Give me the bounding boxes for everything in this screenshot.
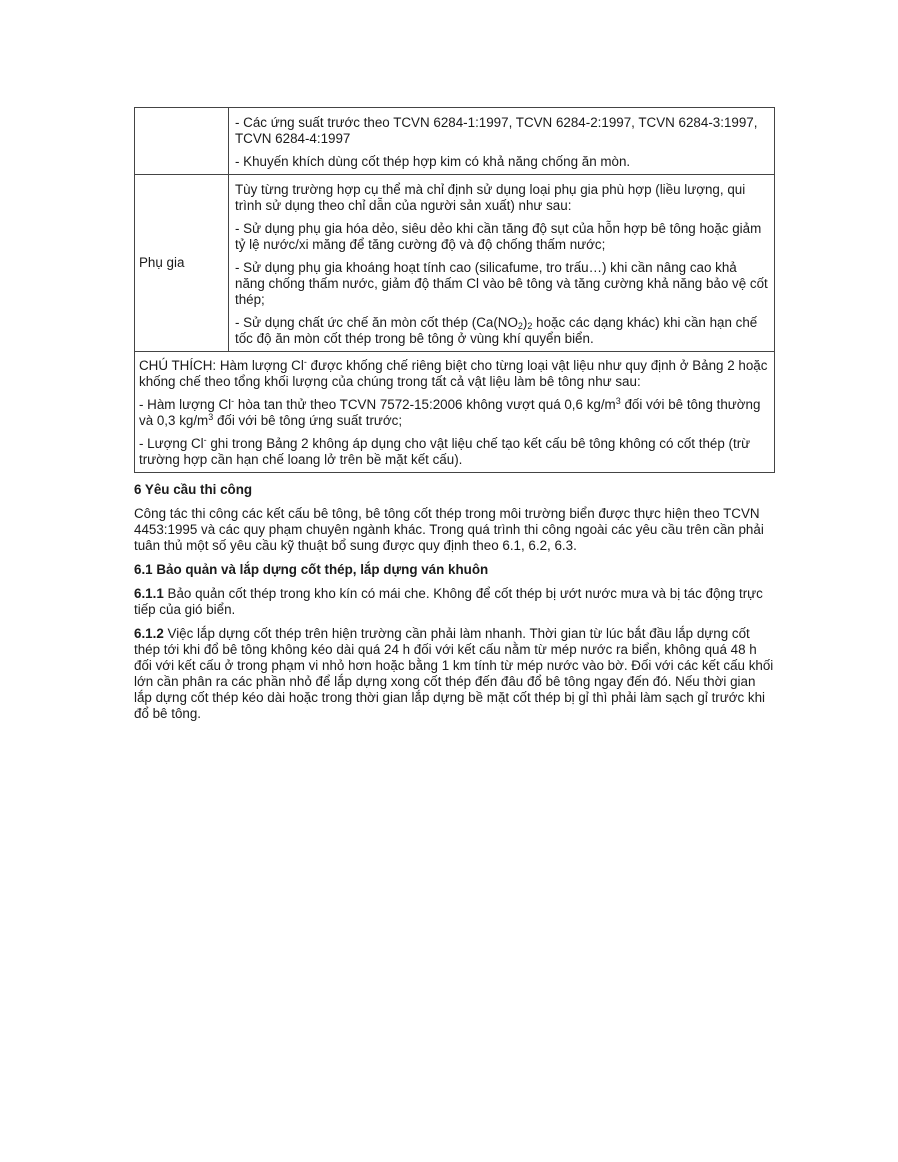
row-content: [229, 175, 775, 352]
document-body: [134, 482, 775, 722]
table-row: [135, 175, 775, 352]
row-content: [229, 108, 775, 175]
clause-number: 6.1.2: [134, 626, 164, 641]
note-paragraph: CHÚ THÍCH: Hàm lượng Cl- được khống chế riêng biệt cho từng loại vật liệu như quy định ở Bảng 2 hoặc khống chế theo tổng khối lượng của chúng trong tất cả vật liệu làm bê tông như sau:: [139, 357, 768, 389]
table-note: [135, 352, 775, 473]
admixture-intro: Tùy từng trường hợp cụ thể mà chỉ định sử dụng loại phụ gia phù hợp (liều lượng, qui trình sử dụng theo chỉ dẫn của người sản xuất) như sau:: [235, 182, 746, 213]
document-page: [134, 107, 775, 730]
requirements-table: [134, 107, 775, 473]
list-item: - Khuyến khích dùng cốt thép hợp kim có khả năng chống ăn mòn.: [235, 154, 631, 169]
list-item: - Các ứng suất trước theo TCVN 6284-1:1997, TCVN 6284-2:1997, TCVN 6284-3:1997, TCVN 6284-4:1997: [235, 115, 758, 146]
section-heading: 6 Yêu cầu thi công: [134, 482, 253, 497]
table-row: [135, 352, 775, 473]
list-item: - Sử dụng chất ức chế ăn mòn cốt thép ($Ca(NO_2)_2$ hoặc các dạng khác) khi cần hạn chế tốc độ ăn mòn cốt thép trong bê tông ở vùng khí quyển biển.: [235, 315, 758, 346]
note-paragraph: - Lượng Cl- ghi trong Bảng 2 không áp dụng cho vật liệu chế tạo kết cấu bê tông không có cốt thép (trừ trường hợp cần hạn chế loang lở trên bề mặt kết cấu).: [139, 435, 751, 467]
note-paragraph: - Hàm lượng Cl- hòa tan thử theo TCVN 7572-15:2006 không vượt quá 0,6 $kg/m^3$ đối với bê tông thường và 0,3 $kg/m^3$ đối với bê tông ứng suất trước;: [139, 396, 761, 428]
clause-paragraph: 6.1.1 Bảo quản cốt thép trong kho kín có mái che. Không để cốt thép bị ướt nước mưa và bị tác động trực tiếp của gió biển.: [134, 586, 763, 617]
table-row: [135, 108, 775, 175]
row-label-empty: [135, 108, 229, 175]
row-label-admixture: Phụ gia: [135, 175, 229, 352]
clause-number: 6.1.1: [134, 586, 164, 601]
list-item: - Sử dụng phụ gia hóa dẻo, siêu dẻo khi cần tăng độ sụt của hỗn hợp bê tông hoặc giảm tỷ lệ nước/xi măng để tăng cường độ và độ chống thấm nước;: [235, 221, 762, 252]
clause-paragraph: 6.1.2 Việc lắp dựng cốt thép trên hiện trường cần phải làm nhanh. Thời gian từ lúc bắt đầu lắp dựng cốt thép tới khi đổ bê tông không kéo dài quá 24 h đối với kết cấu nằm từ mép nước ra biển, không quá 48 h đối với kết cấu ở trong phạm vi nhỏ hơn hoặc bằng 1 km tính từ mép nước vào bờ. Đối với các kết cấu khối lớn cần phân ra các phần nhỏ để lắp dựng xong cốt thép đến đâu đổ bê tông ngay đến đó. Nếu thời gian lắp dựng cốt thép kéo dài hoặc trong thời gian lắp dựng bề mặt cốt thép bị gỉ thì phải làm sạch gỉ trước khi đổ bê tông.: [134, 626, 774, 721]
body-paragraph: Công tác thi công các kết cấu bê tông, bê tông cốt thép trong môi trường biển được thực hiện theo TCVN 4453:1995 và các quy phạm chuyên ngành khác. Trong quá trình thi công ngoài các yêu cầu trên cần phải tuân thủ một số yêu cầu kỹ thuật bổ sung được quy định theo 6.1, 6.2, 6.3.: [134, 506, 764, 553]
list-item: - Sử dụng phụ gia khoáng hoạt tính cao (silicafume, tro trấu…) khi cần nâng cao khả năng chống thấm nước, giảm độ thấm Cl vào bê tông và tăng cường khả năng bảo vệ cốt thép;: [235, 260, 768, 307]
subsection-heading: 6.1 Bảo quản và lắp dựng cốt thép, lắp dựng ván khuôn: [134, 562, 489, 577]
